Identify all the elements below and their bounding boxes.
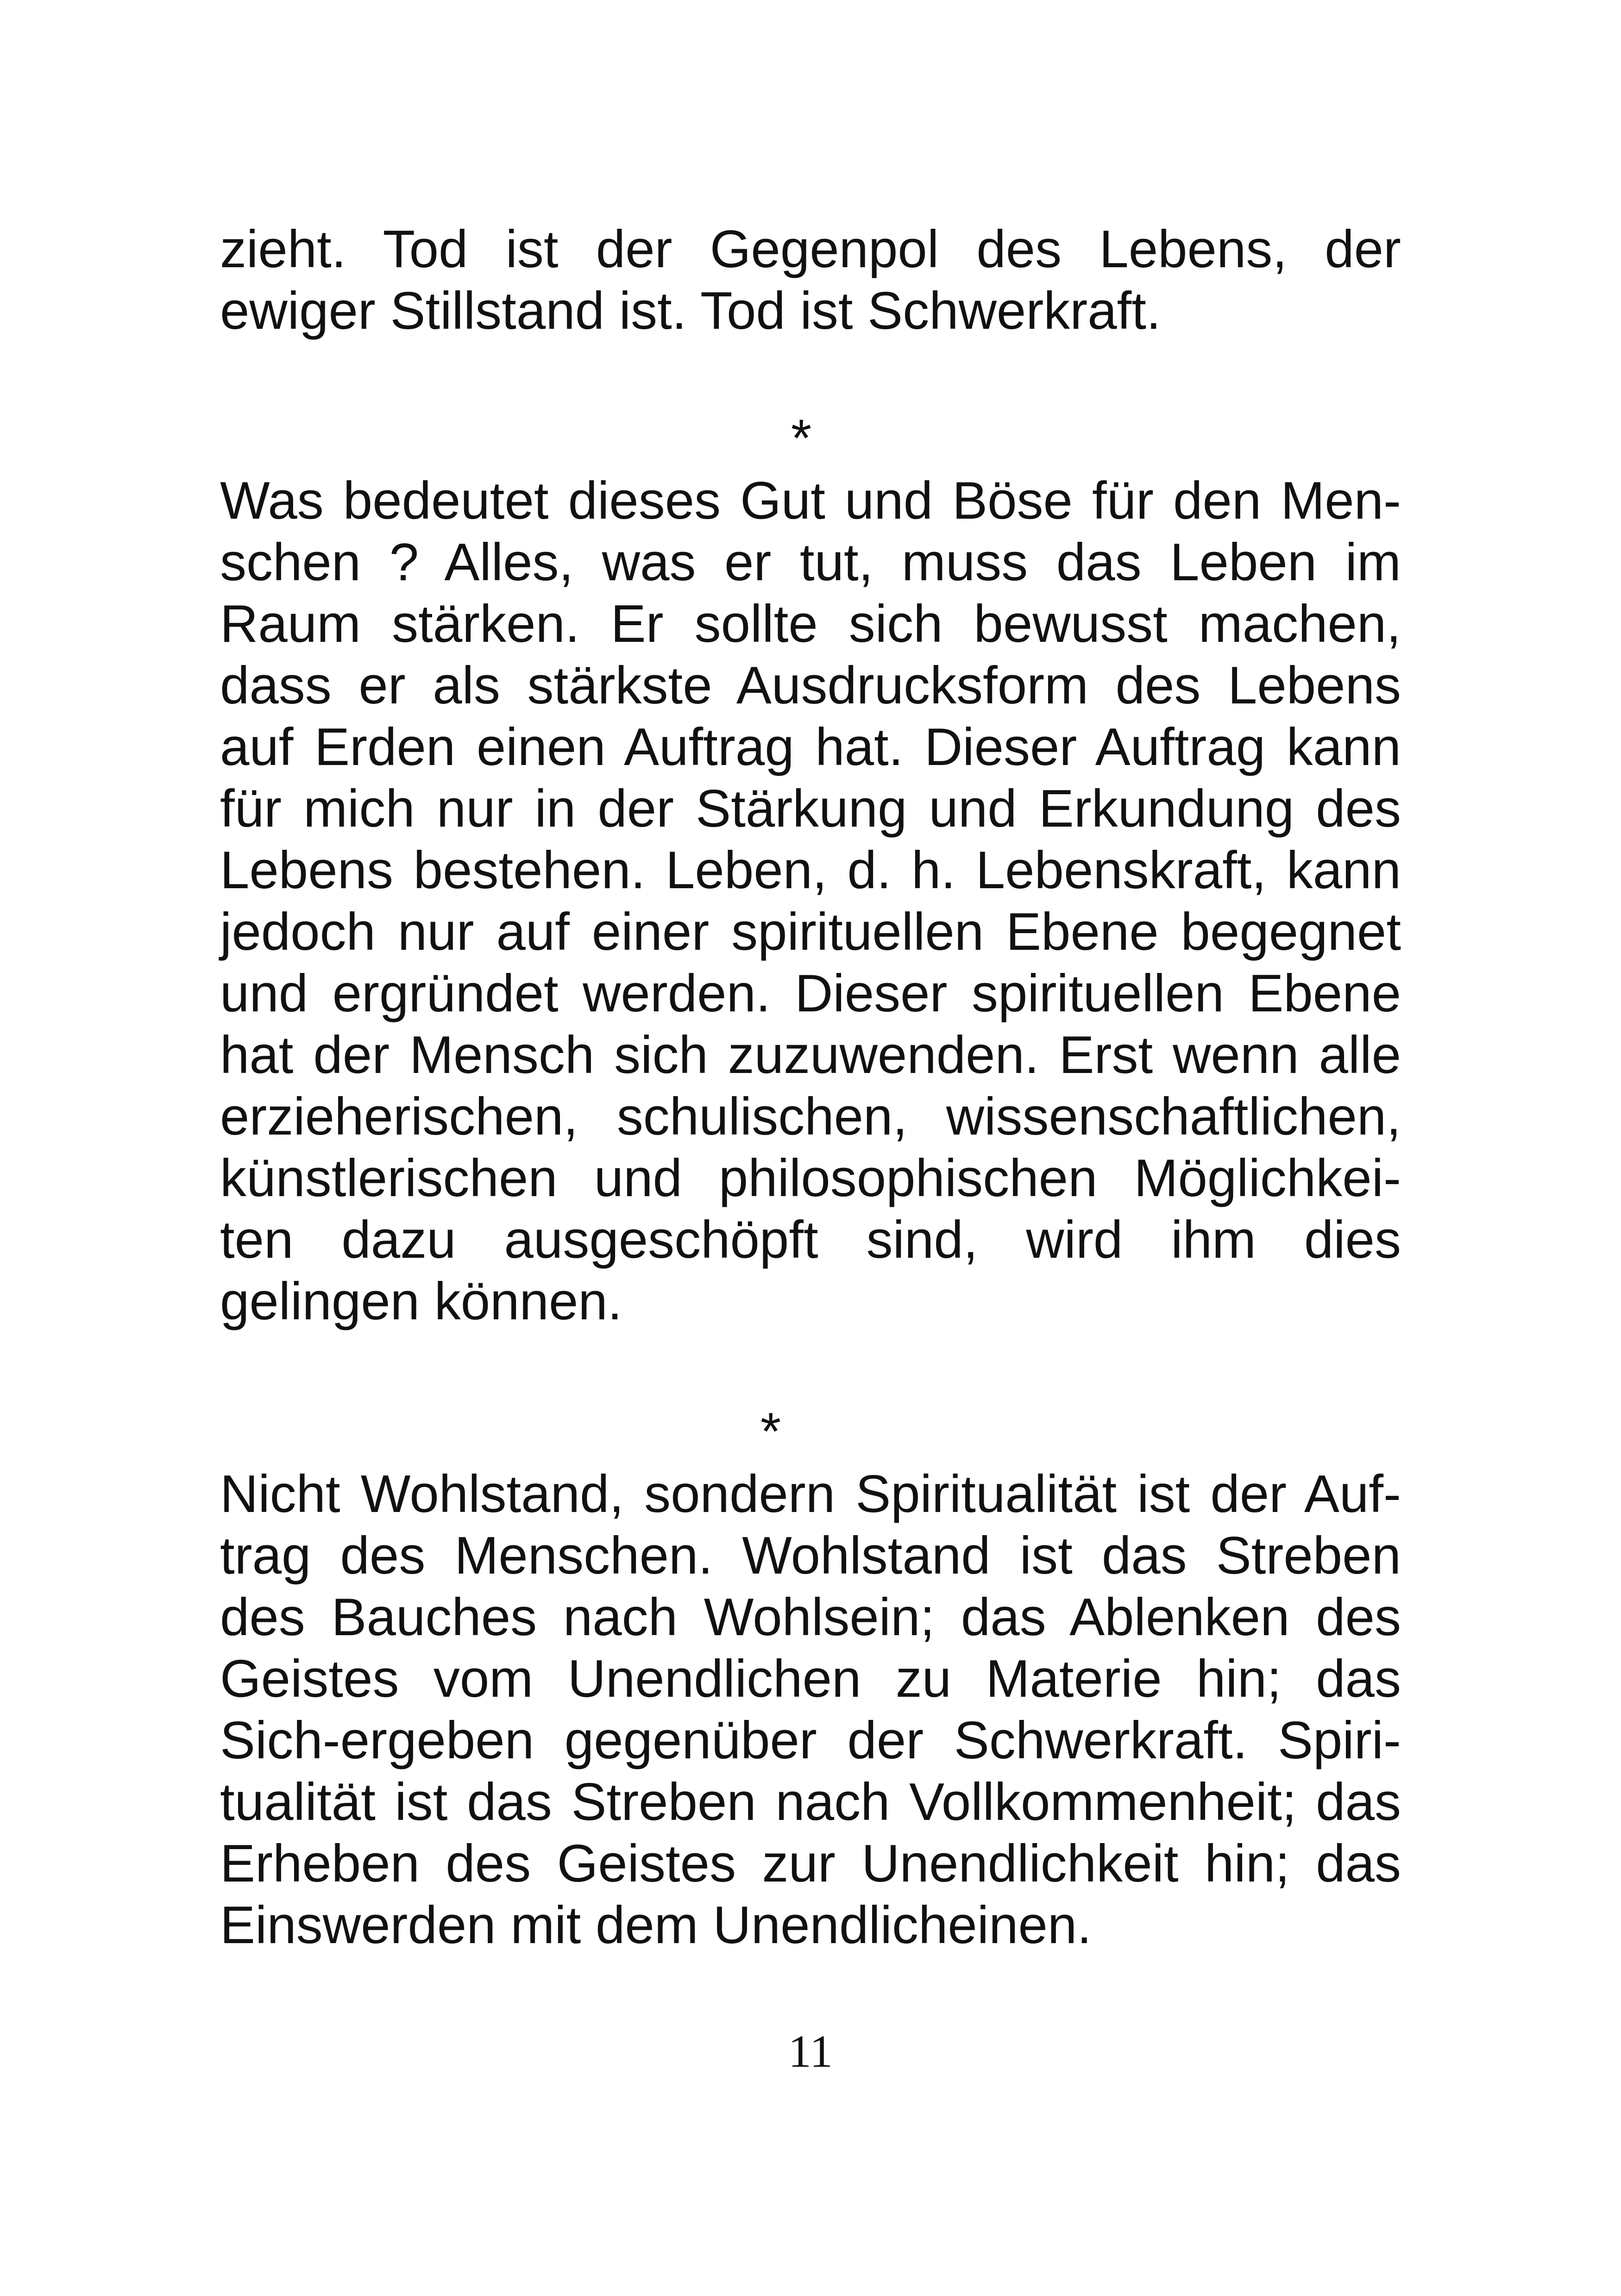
text-line: trag des Menschen. Wohlstand ist das Streben: [220, 1526, 1401, 1585]
text-line: Sich-ergeben gegenüber der Schwerkraft. Spiri-: [220, 1711, 1401, 1770]
text-line: Was bedeutet dieses Gut und Böse für den Men-: [220, 471, 1401, 530]
text-line: des Bauches nach Wohlsein; das Ablenken des: [220, 1588, 1401, 1647]
text-line: Erheben des Geistes zur Unendlichkeit hin; das: [220, 1834, 1401, 1893]
page-number: 11: [788, 2026, 833, 2077]
section-separator: *: [791, 409, 812, 468]
paragraph-2: [220, 470, 1401, 1332]
text-line: dass er als stärkste Ausdrucksform des Lebens: [220, 656, 1401, 715]
text-line: Einswerden mit dem Unendlicheinen.: [220, 1896, 1092, 1955]
text-line: Geistes vom Unendlichen zu Materie hin; das: [220, 1650, 1401, 1708]
text-line: Lebens bestehen. Leben, d. h. Lebenskraft, kann: [220, 841, 1401, 900]
text-line: zieht. Tod ist der Gegenpol des Lebens, der: [220, 220, 1401, 279]
text-line: erzieherischen, schulischen, wissenschaftlichen,: [220, 1087, 1401, 1146]
text-line: für mich nur in der Stärkung und Erkundung des: [220, 779, 1401, 838]
text-line: tualität ist das Streben nach Vollkommenheit; das: [220, 1773, 1401, 1832]
text-line: ewiger Stillstand ist. Tod ist Schwerkraft.: [220, 282, 1161, 340]
text-line: ten dazu ausgeschöpft sind, wird ihm dies: [220, 1211, 1401, 1269]
text-line: jedoch nur auf einer spirituellen Ebene begegnet: [220, 903, 1401, 961]
text-line: schen ? Alles, was er tut, muss das Leben im: [220, 533, 1401, 592]
text-line: hat der Mensch sich zuzuwenden. Erst wenn alle: [220, 1026, 1401, 1085]
paragraph-1: [220, 219, 1401, 342]
section-separator: *: [760, 1402, 781, 1461]
text-line: auf Erden einen Auftrag hat. Dieser Auftrag kann: [220, 718, 1401, 777]
text-line: und ergründet werden. Dieser spirituellen Ebene: [220, 964, 1401, 1023]
paragraph-3: [220, 1463, 1401, 1956]
text-line: Nicht Wohlstand, sondern Spiritualität ist der Auf-: [220, 1465, 1401, 1524]
text-line: gelingen können.: [220, 1272, 622, 1331]
text-line: künstlerischen und philosophischen Möglichkei-: [220, 1149, 1401, 1208]
text-line: Raum stärken. Er sollte sich bewusst machen,: [220, 595, 1401, 653]
